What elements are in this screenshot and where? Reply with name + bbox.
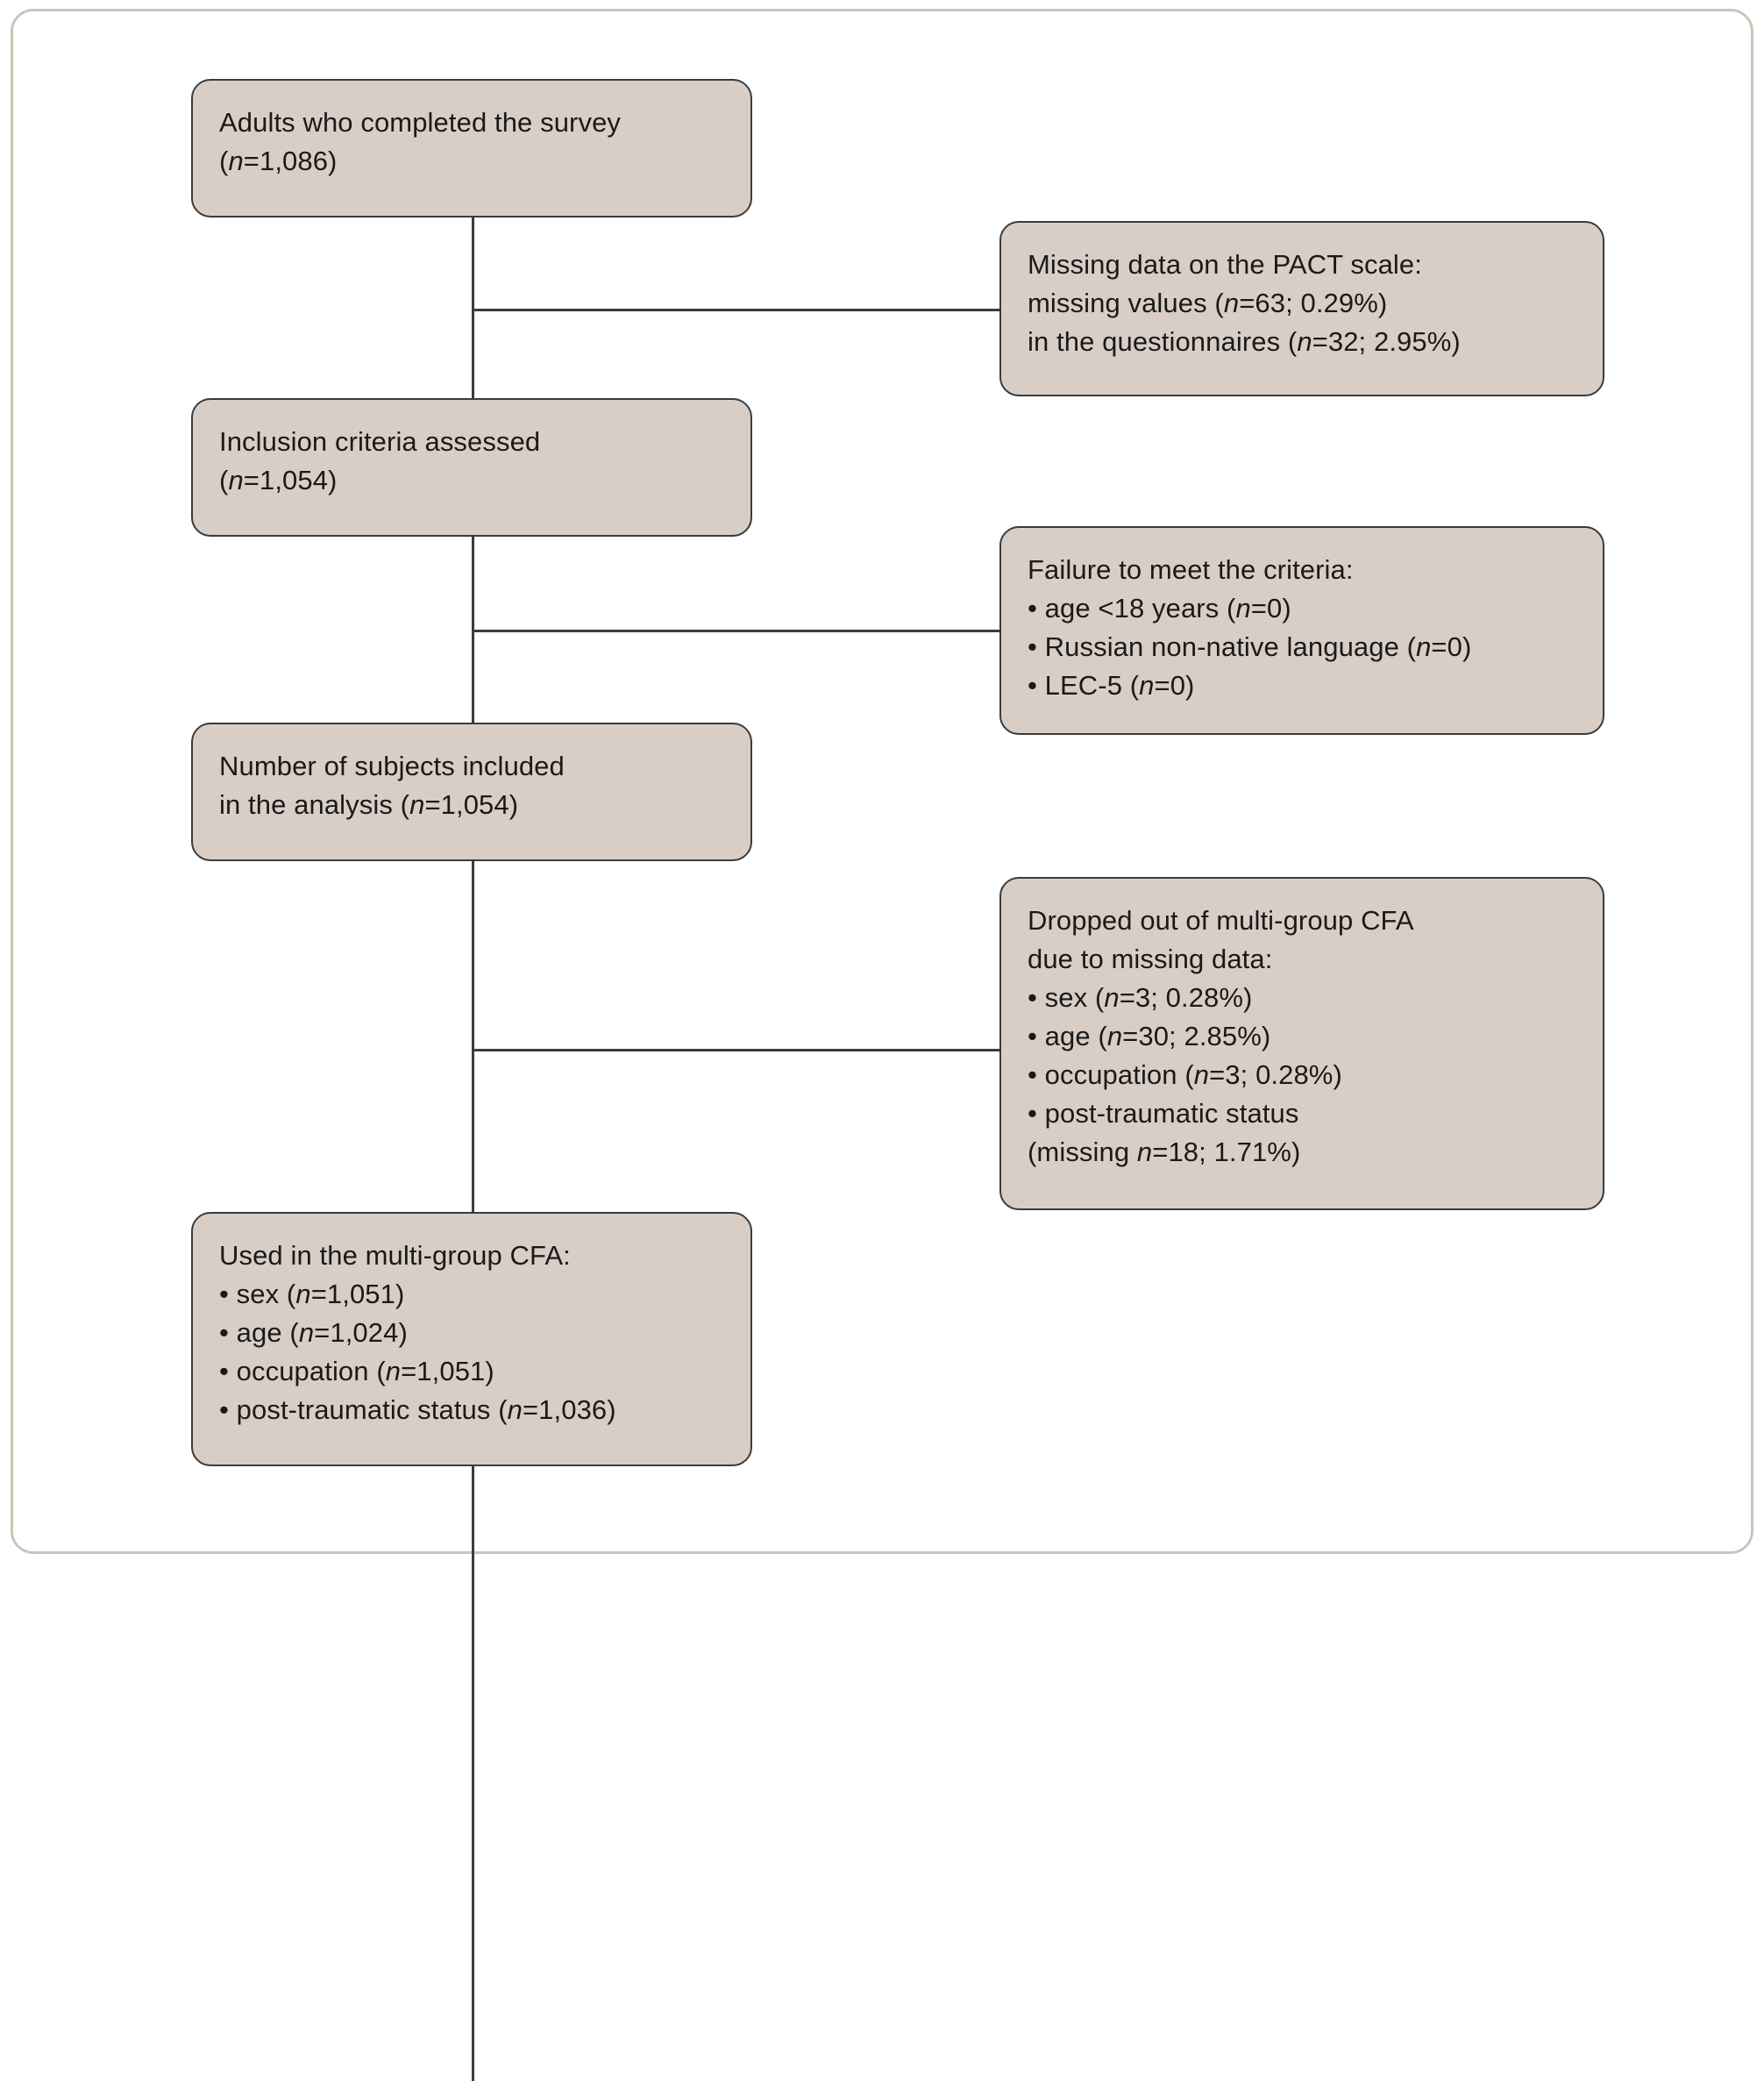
- node-subjects-included: Number of subjects included in the analysis (n=1,054): [191, 723, 752, 861]
- connector-branch-failure-criteria: [472, 630, 999, 632]
- connector-spine-1: [472, 209, 474, 419]
- node-survey-completed: Adults who completed the survey (n=1,086): [191, 79, 752, 217]
- node-failure-criteria: Failure to meet the criteria: • age <18 years (n=0) • Russian non-native language (n=0) • LEC-5 (n=0): [999, 526, 1604, 735]
- node-missing-pact: Missing data on the PACT scale: missing values (n=63; 0.29%) in the questionnaires (n=32; 2.95%): [999, 221, 1604, 396]
- connector-branch-dropped-cfa: [472, 1049, 999, 1051]
- connector-spine-5: [472, 1049, 474, 1215]
- connector-spine-3: [472, 842, 474, 1049]
- connector-branch-missing-pact: [472, 309, 999, 311]
- node-used-in-cfa: Used in the multi-group CFA: • sex (n=1,051) • age (n=1,024) • occupation (n=1,051) • post-traumatic status (n=1,036): [191, 1212, 752, 1466]
- node-inclusion-criteria: Inclusion criteria assessed (n=1,054): [191, 398, 752, 537]
- node-dropped-cfa: Dropped out of multi-group CFA due to missing data: • sex (n=3; 0.28%) • age (n=30; 2.85%) • occupation (n=3; 0.28%) • post-traumatic status (missing n=18; 1.71%): [999, 877, 1604, 1210]
